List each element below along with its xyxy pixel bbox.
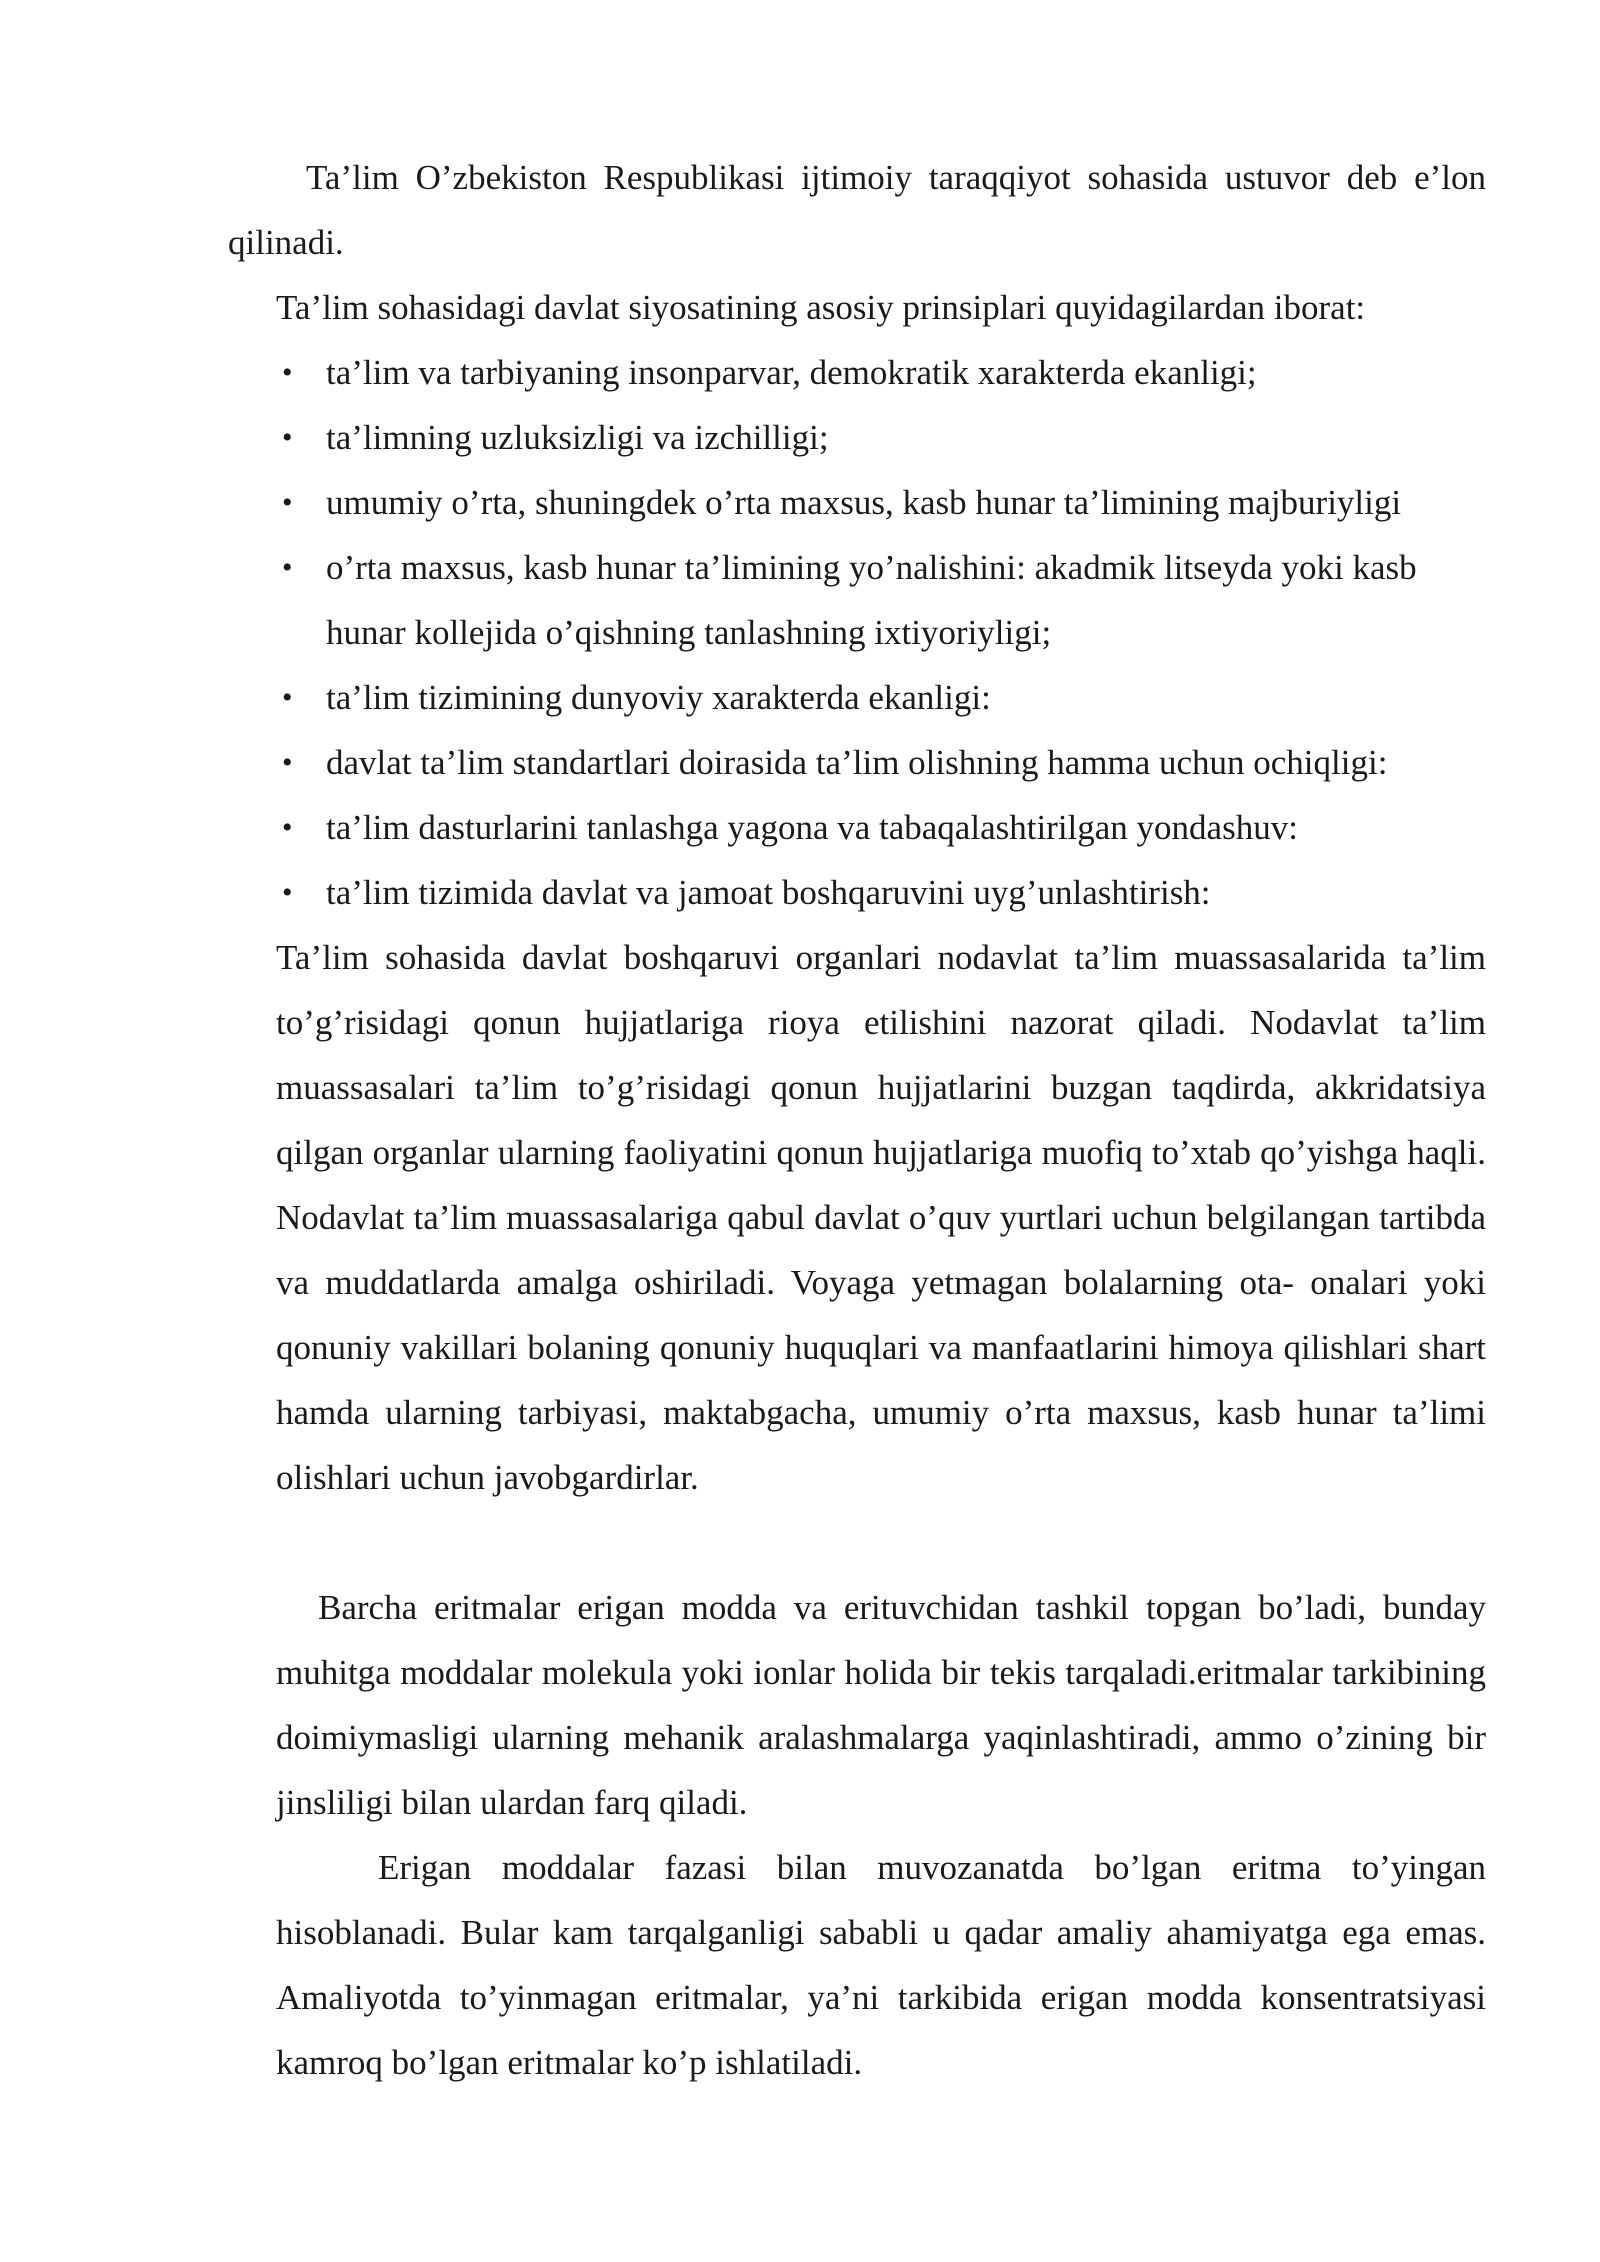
bullet-icon: • [282,876,293,909]
list-item-text: ta’limning uzluksizligi va izchilligi; [326,418,829,457]
list-item-text: umumiy o’rta, shuningdek o’rta maxsus, kasb hunar ta’limining majburiyligi [326,483,1402,522]
principles-list [276,340,1486,925]
bullet-icon: • [282,811,293,844]
paragraph-solutions: Barcha eritmalar erigan modda va erituvchidan tashkil topgan bo’ladi, bunday muhitga moddalar molekula yoki ionlar holida bir tekis tarqaladi.eritmalar tarkibining doimiymasligi ularning mehanik aralashmalarga yaqinlashtiradi, ammo o’zining bir jinsliligi bilan ulardan farq qiladi. [276,1588,1486,1822]
list-item-text: o’rta maxsus, kasb hunar ta’limining yo’nalishini: akadmik litseyda yoki kasb hunar kollejida o’qishning tanlashning ixtiyoriyligi; [326,548,1417,652]
paragraph-state-governance: Ta’lim sohasida davlat boshqaruvi organlari nodavlat ta’lim muassasalarida ta’lim to’g’risidagi qonun hujjatlariga rioya etilishini nazorat qiladi. Nodavlat ta’lim muassasalari ta’lim to’g’risidagi qonun hujjatlarini buzgan taqdirda, akkridatsiya qilgan organlar ularning faoliyatini qonun hujjatlariga muofiq to’xtab qo’yishga haqli. Nodavlat ta’lim muassasalariga qabul davlat o’quv yurtlari uchun belgilangan tartibda va muddatlarda amalga oshiriladi. Voyaga yetmagan bolalarning ota- onalari yoki qonuniy vakillari bolaning qonuniy huquqlari va manfaatlarini himoya qilishlari shart hamda ularning tarbiyasi, maktabgacha, umumiy o’rta maxsus, kasb hunar ta’limi olishlari uchun javobgardirlar. [276,938,1486,1497]
bullet-icon: • [282,356,293,389]
bullet-icon: • [282,486,293,519]
paragraph-intro: Ta’lim O’zbekiston Respublikasi ijtimoiy taraqqiyot sohasida ustuvor deb e’lon qilinadi. [228,158,1486,262]
bullet-icon: • [282,421,293,454]
bullet-icon: • [282,551,293,584]
list-item [276,340,1486,405]
paragraph-saturated-solutions: Erigan moddalar fazasi bilan muvozanatda bo’lgan eritma to’yingan hisoblanadi. Bular kam tarqalganligi sababli u qadar amaliy ahamiyatga ega emas. Amaliyotda to’yinmagan eritmalar, ya’ni tarkibida erigan modda konsentratsiyasi kamroq bo’lgan eritmalar ko’p ishlatiladi. [276,1848,1486,2082]
list-item-text: ta’lim tizimida davlat va jamoat boshqaruvini uyg’unlashtirish: [326,873,1211,912]
list-item-text: davlat ta’lim standartlari doirasida ta’lim olishning hamma uchun ochiqligi: [326,743,1388,782]
list-item-text: ta’lim dasturlarini tanlashga yagona va tabaqalashtirilgan yondashuv: [326,808,1298,847]
list-item-text: ta’lim va tarbiyaning insonparvar, demokratik xarakterda ekanligi; [326,353,1257,392]
list-item-text: ta’lim tizimining dunyoviy xarakterda ekanligi: [326,678,991,717]
paragraph-principles-heading: Ta’lim sohasidagi davlat siyosatining asosiy prinsiplari quyidagilardan iborat: [276,288,1366,327]
list-item [276,860,1486,925]
list-item [276,535,1486,665]
list-item [276,405,1486,470]
list-item [276,730,1486,795]
bullet-icon: • [282,681,293,714]
bullet-icon: • [282,746,293,779]
list-item [276,795,1486,860]
list-item [276,665,1486,730]
list-item [276,470,1486,535]
